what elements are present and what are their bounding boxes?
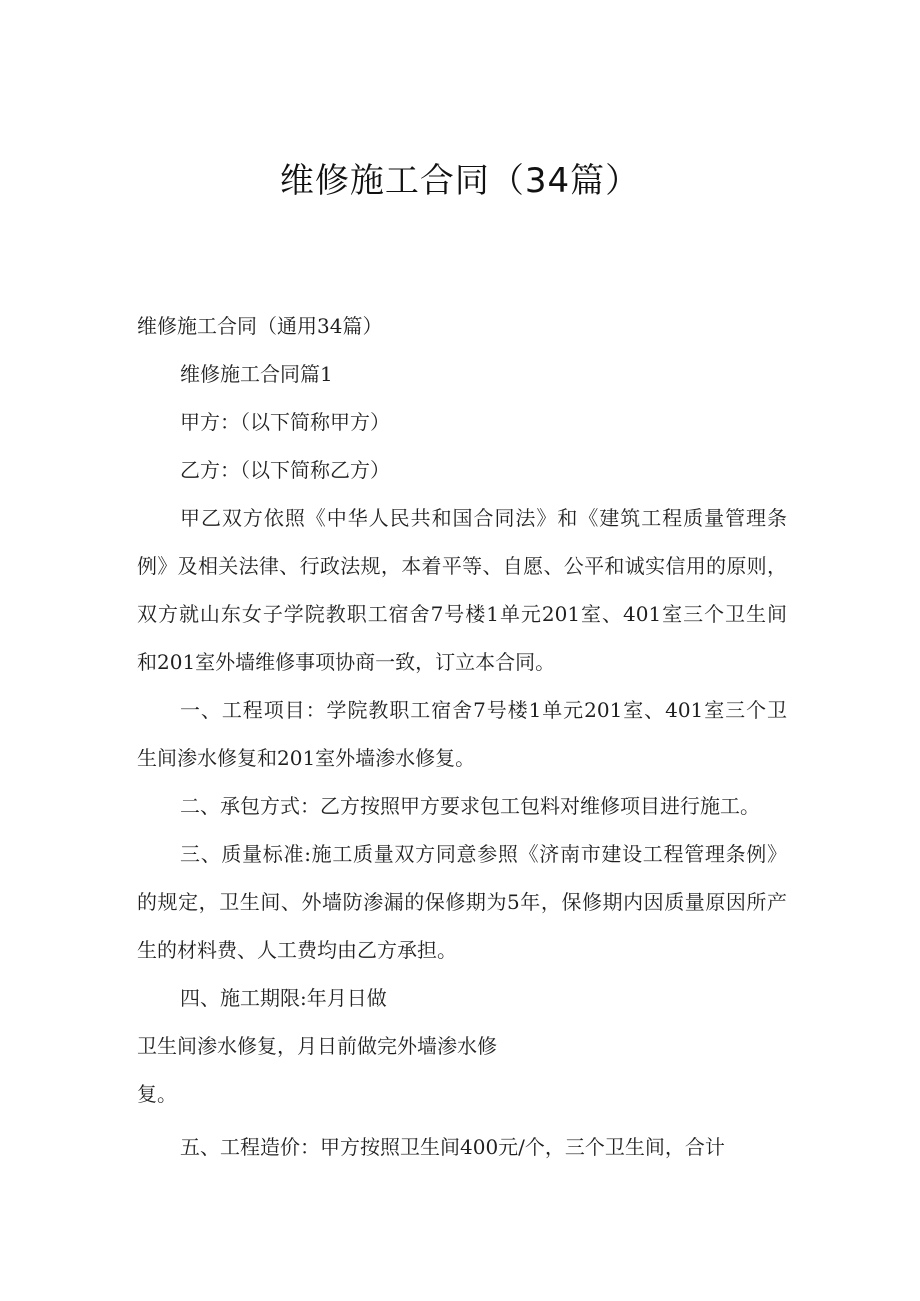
party-b-line: 乙方：（以下简称乙方） [180,458,390,482]
intro-line: 和201室外墙维修事项协商一致，订立本合同。 [137,650,556,674]
intro-line: 甲乙双方依照《中华人民共和国合同法》和《建筑工程质量管理条 [180,506,787,530]
clause-4-line: 复。 [137,1082,177,1106]
clause-5-line: 五、工程造价：甲方按照卫生间400元/个，三个卫生间，合计 [180,1135,725,1159]
clause-2-line: 二、承包方式：乙方按照甲方要求包工包料对维修项目进行施工。 [180,794,760,818]
section-heading: 维修施工合同篇1 [180,362,333,386]
clause-3-line: 生的材料费、人工费均由乙方承担。 [137,938,457,962]
clause-4-line: 卫生间渗水修复，月日前做完外墙渗水修 [137,1034,497,1058]
party-a-line: 甲方：（以下简称甲方） [180,410,390,434]
clause-1-line: 生间渗水修复和201室外墙渗水修复。 [137,746,476,770]
document-subtitle: 维修施工合同（通用34篇） [137,314,383,338]
clause-1-line: 一、工程项目：学院教职工宿舍7号楼1单元201室、401室三个卫 [180,698,787,722]
clause-4-line: 四、施工期限:年月日做 [180,986,387,1010]
document-title: 维修施工合同（34篇） [279,161,641,201]
clause-3-line: 的规定，卫生间、外墙防渗漏的保修期为5年，保修期内因质量原因所产 [137,890,787,914]
clause-3-line: 三、质量标准:施工质量双方同意参照《济南市建设工程管理条例》 [180,842,787,866]
intro-line: 双方就山东女子学院教职工宿舍7号楼1单元201室、401室三个卫生间 [137,602,787,626]
intro-line: 例》及相关法律、行政法规，本着平等、自愿、公平和诚实信用的原则， [137,554,787,578]
